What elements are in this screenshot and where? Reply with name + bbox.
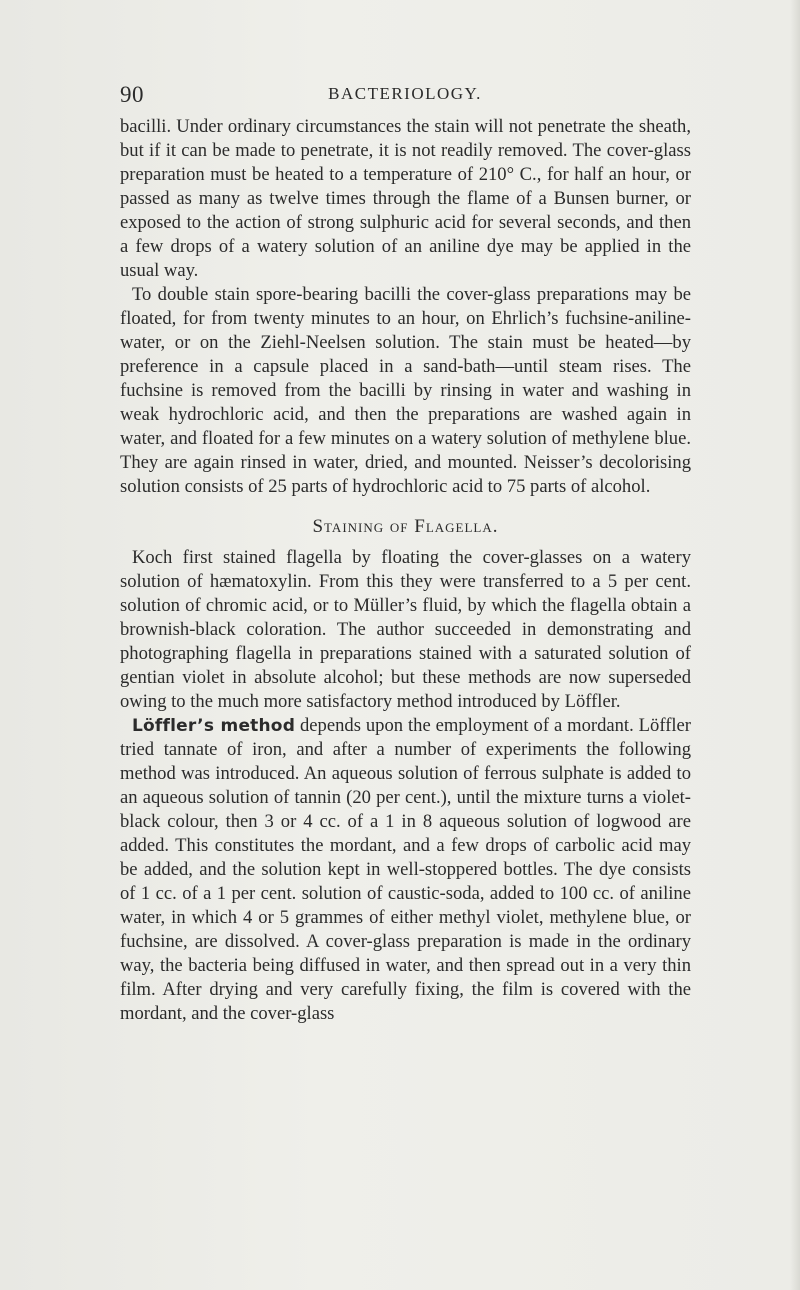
running-head: BACTERIOLOGY. xyxy=(328,84,482,103)
paragraph-3: Koch first stained flagella by floating the cover-glasses on a watery solution of hæmatoxylin. From this they were transferred to a 5 per cent. solution of chromic acid, or to Müller’s fluid, by which the flagella obtain a brownish-black coloration. The author succeeded in demonstrating and photographing flagella in preparations stained with a saturated solution of gentian violet in absolute alcohol; but these methods are now superseded owing to the much more satisfactory method introduced by Löffler. xyxy=(120,547,691,712)
paragraph-4-text: depends upon the employment of a mordant. Löffler tried tannate of iron, and after a number of experiments the following method was introduced. An aqueous solution of ferrous sulphate is added to an aqueous solution of tannin (20 per cent.), until the mixture turns a violet-black colour, then 3 or 4 cc. of a 1 in 8 aqueous solution of logwood are added. This constitutes the mordant, and a few drops of carbolic acid may be added, and the solution kept in well-stoppered bottles. The dye consists of 1 cc. of a 1 per cent. solution of caustic-soda, added to 100 cc. of aniline water, in which 4 or 5 grammes of either methyl violet, methylene blue, or fuchsine, are dissolved. A cover-glass preparation is made in the ordinary way, the bacteria being diffused in water, and then spread out in a very thin film. After drying and very carefully fixing, the film is covered with the mordant, and the cover-glass xyxy=(120,715,691,1024)
paragraph-2: To double stain spore-bearing bacilli the cover-glass preparations may be floated, for from twenty minutes to an hour, on Ehrlich’s fuchsine-aniline-water, or on the Ziehl-Neelsen solution. The stain must be heated—by preference in a capsule placed in a sand-bath—until steam rises. The fuchsine is removed from the bacilli by rinsing in water and washing in weak hydrochloric acid, and then the preparations are washed again in water, and floated for a few minutes on a watery solution of methylene blue. They are again rinsed in water, dried, and mounted. Neisser’s decolorising solution consists of 25 parts of hydrochloric acid to 75 parts of alcohol. xyxy=(120,284,691,497)
loffler-method-lead: Löffler’s method xyxy=(132,716,296,736)
page-number: 90 xyxy=(120,82,144,107)
body-text xyxy=(120,115,691,1026)
page-header xyxy=(120,82,690,112)
paragraph-1: bacilli. Under ordinary circumstances the stain will not penetrate the sheath, but if it can be made to penetrate, it is not readily removed. The cover-glass preparation must be heated to a temperature of 210° C., for half an hour, or passed as many as twelve times through the flame of a Bunsen burner, or exposed to the action of strong sulphuric acid for several seconds, and then a few drops of a watery solution of an aniline dye may be applied in the usual way. xyxy=(120,116,691,281)
paragraph-4 xyxy=(120,714,691,1026)
section-heading: Staining of Flagella. xyxy=(312,516,499,537)
page-edge-shadow xyxy=(790,0,800,1290)
